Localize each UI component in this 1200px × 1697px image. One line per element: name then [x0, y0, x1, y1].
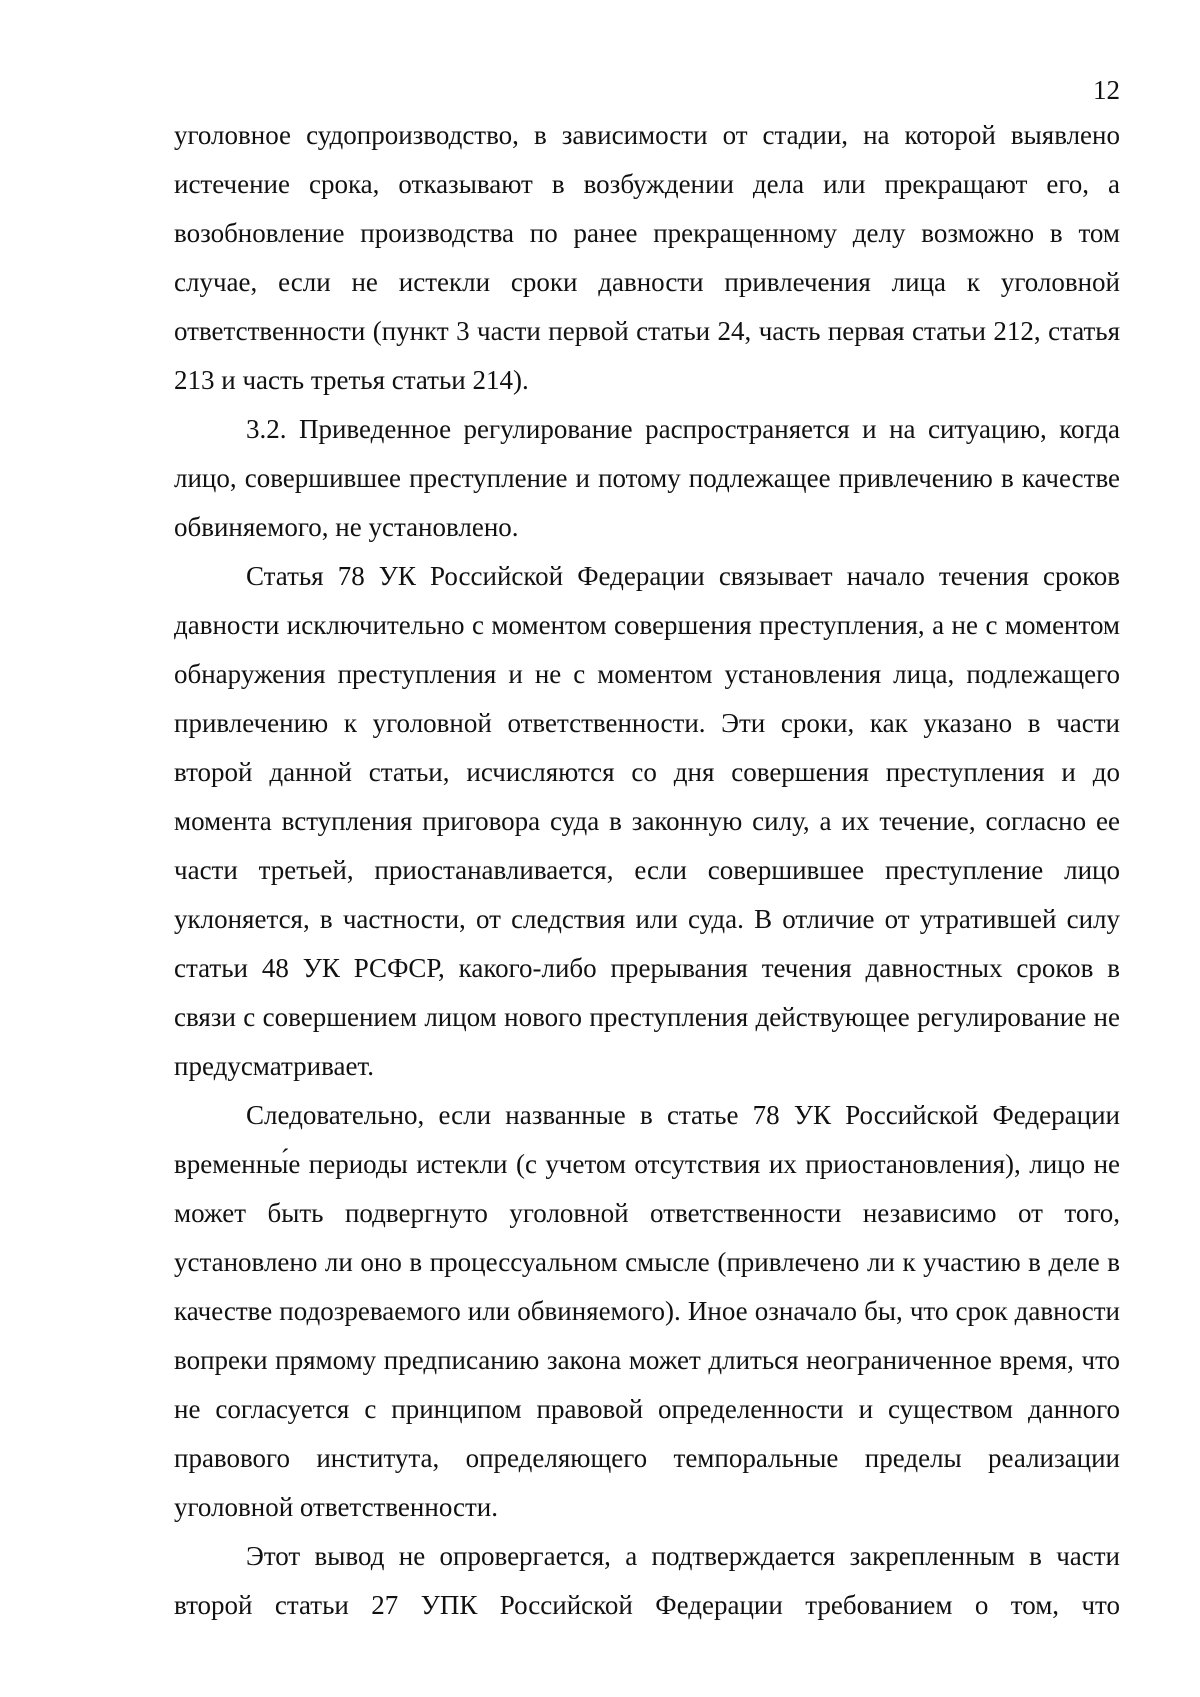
text-line: когда лицо, совершившее преступление и потому подлежащее привлечению — [174, 414, 1120, 493]
text-line: Статья 78 УК Российской Федерации связывает начало течения сроков — [246, 561, 1120, 591]
text-line: преступления и до момента вступления приговора суда в законную силу, а их — [174, 757, 1120, 836]
text-line: Этот вывод не опровергается, а подтверждается закрепленным в части — [246, 1541, 1120, 1571]
text-line: отличие от утратившей силу статьи 48 УК РСФСР, какого-либо прерывания — [174, 904, 1120, 983]
text-line: срок давности вопреки прямому предписанию закона может длиться — [174, 1296, 1121, 1375]
text-line: Следовательно, если названные в статье 78 УК Российской Федерации — [246, 1100, 1120, 1130]
paragraph-5 — [174, 1532, 1120, 1630]
text-line: установлено ли оно в процессуальном смысле (привлечено ли к участию в — [174, 1247, 1041, 1277]
text-line: второй статьи 27 УПК Российской Федерации требованием о том, что — [174, 1590, 1120, 1620]
paragraph-1 — [174, 111, 1120, 405]
paragraph-4 — [174, 1091, 1120, 1532]
text-line: преступление лицо уклоняется, в частности, от следствия или суда. В — [174, 855, 1120, 934]
text-line: течение, согласно ее части третьей, приостанавливается, если совершившее — [174, 806, 1120, 885]
text-line: случае, если не истекли сроки давности привлечения лица к уголовной — [174, 267, 1120, 297]
document-body — [174, 111, 1120, 1630]
text-line: статья 213 и часть третья статьи 214). — [174, 316, 1121, 395]
text-line: указано в части второй данной статьи, исчисляются со дня совершения — [174, 708, 1121, 787]
text-line: не может быть подвергнуто уголовной ответственности независимо от того, — [174, 1149, 1120, 1228]
text-line: временны́е периоды истекли (с учетом отсутствия их приостановления), лицо — [174, 1149, 1086, 1179]
text-line: определенности и существом данного правового института, определяющего — [174, 1394, 1120, 1473]
text-line: ответственности (пункт 3 части первой статьи 24, часть первая статьи 212, — [174, 316, 1041, 346]
text-line: в качестве обвиняемого, не установлено. — [174, 463, 1121, 542]
text-line: давности исключительно с моментом совершения преступления, а не с — [174, 610, 998, 640]
text-line: 3.2. Приведенное регулирование распространяется и на ситуацию, — [246, 414, 1047, 444]
text-line: темпоральные пределы реализации уголовной ответственности. — [174, 1443, 1120, 1522]
page-number: 12 — [1093, 75, 1120, 105]
text-line: истечение срока, отказывают в возбуждении дела или прекращают его, а — [174, 169, 1120, 199]
text-line: течения давностных сроков в связи с совершением лицом нового — [174, 953, 1120, 1032]
text-line: преступления действующее регулирование не предусматривает. — [174, 1002, 1120, 1081]
text-line: уголовное судопроизводство, в зависимости от стадии, на которой выявлено — [174, 120, 1120, 150]
paragraph-2 — [174, 405, 1120, 552]
text-line: неограниченное время, что не согласуется с принципом правовой — [174, 1345, 1121, 1424]
text-line: подлежащего привлечению к уголовной ответственности. Эти сроки, как — [174, 659, 1121, 738]
text-line: моментом обнаружения преступления и не с моментом установления лица, — [174, 610, 1121, 689]
text-line: возобновление производства по ранее прекращенному делу возможно в том — [174, 218, 1120, 248]
paragraph-3 — [174, 552, 1120, 1091]
text-line: деле в качестве подозреваемого или обвиняемого). Иное означало бы, что — [174, 1247, 1121, 1326]
